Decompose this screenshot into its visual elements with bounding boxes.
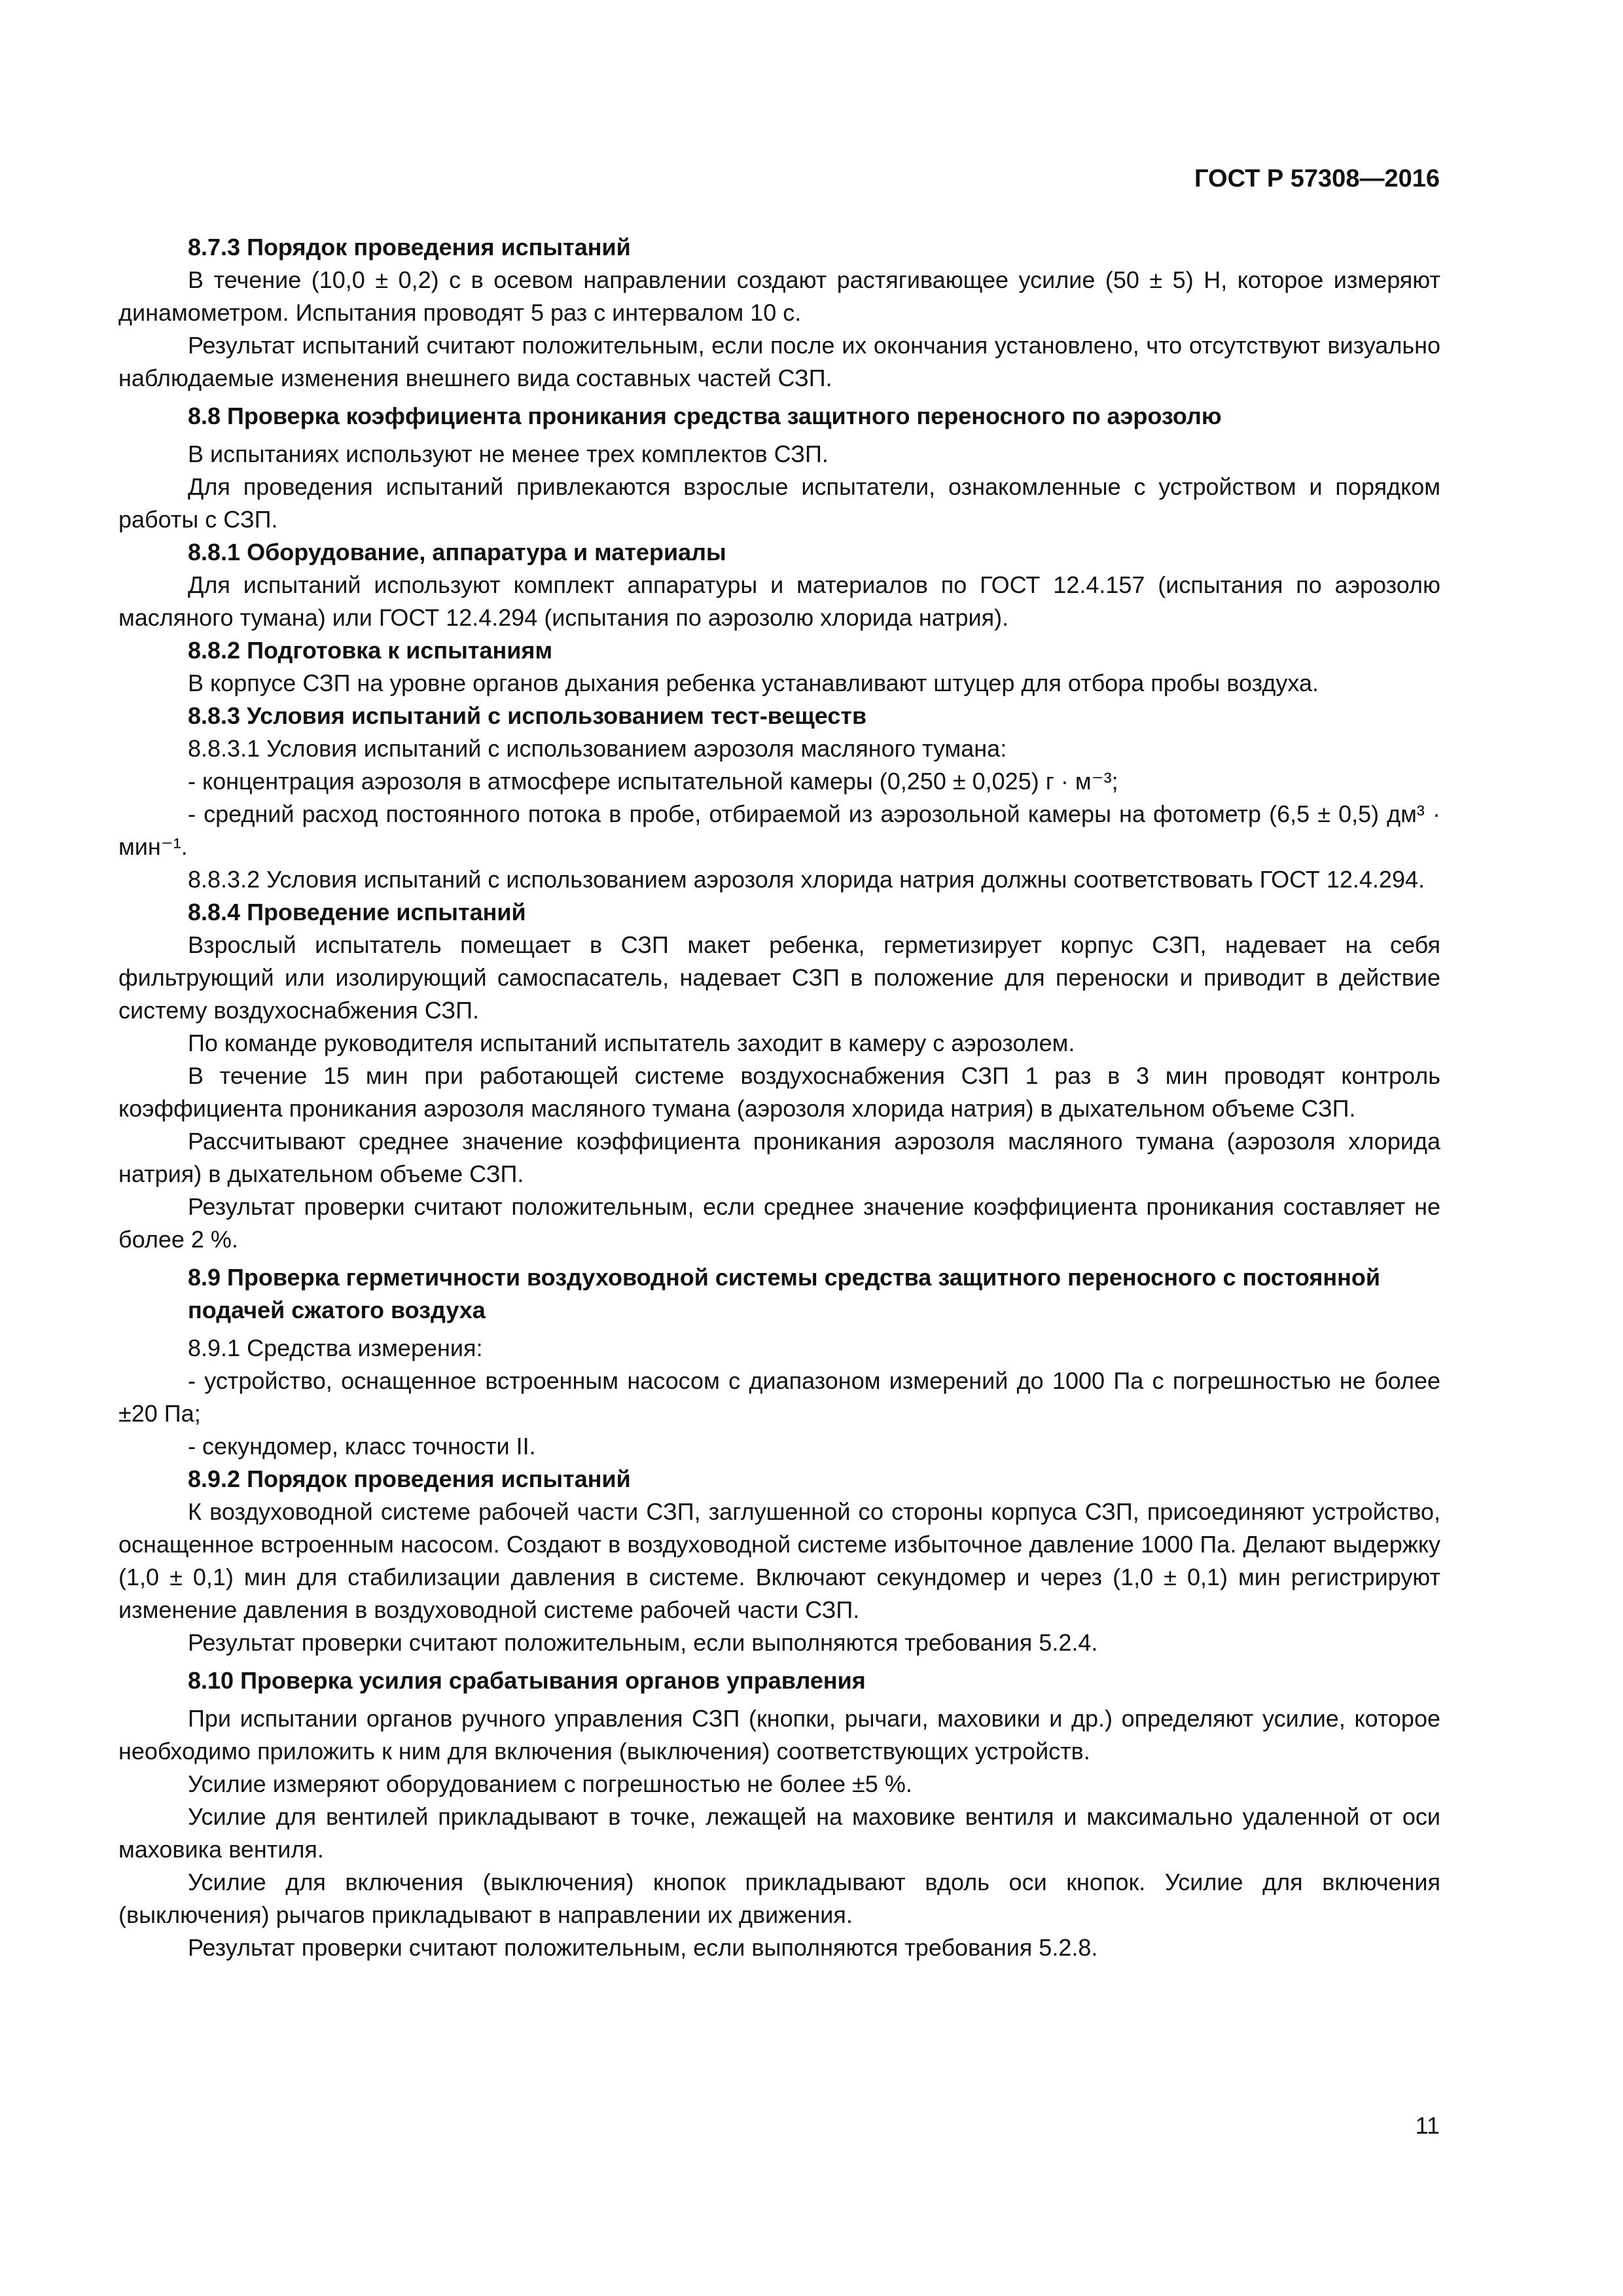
paragraph: Усилие измеряют оборудованием с погрешностью не более ±5 %. bbox=[188, 1770, 912, 1797]
paragraph: При испытании органов ручного управления СЗП (кнопки, рычаги, маховики и др.) определяют усилие, которое необходимо приложить к ним для включения (выключения) соответствующих устройств. bbox=[118, 1705, 1440, 1765]
paragraph: Взрослый испытатель помещает в СЗП макет ребенка, герметизирует корпус СЗП, надевает на себя фильтрующий или изолирующий самоспасатель, надевает СЗП в положение для переноски и приводит в действие систему воздухоснабжения СЗП. bbox=[118, 931, 1440, 1024]
paragraph: Рассчитывают среднее значение коэффициента проникания аэрозоля масляного тумана (аэрозоля хлорида натрия) в дыхательном объеме СЗП. bbox=[118, 1128, 1440, 1187]
paragraph: 8.8.3.2 Условия испытаний с использованием аэрозоля хлорида натрия должны соответствовать ГОСТ 12.4.294. bbox=[188, 866, 1425, 893]
paragraph: Усилие для вентилей прикладывают в точке, лежащей на маховике вентиля и максимально удаленной от оси маховика вентиля. bbox=[118, 1803, 1440, 1863]
paragraph: Результат проверки считают положительным, если выполняются требования 5.2.4. bbox=[188, 1629, 1098, 1656]
paragraph: Усилие для включения (выключения) кнопок прикладывают вдоль оси кнопок. Усилие для включения (выключения) рычагов прикладывают в направлении их движения. bbox=[118, 1869, 1440, 1928]
paragraph: По команде руководителя испытаний испытатель заходит в камеру с аэрозолем. bbox=[188, 1030, 1075, 1056]
subsection-heading: 8.8.1 Оборудование, аппаратура и материалы bbox=[188, 539, 726, 565]
document-header: ГОСТ Р 57308—2016 bbox=[1194, 165, 1440, 192]
paragraph: Результат проверки считают положительным, если среднее значение коэффициента проникания составляет не более 2 %. bbox=[118, 1193, 1440, 1253]
paragraph: В испытаниях используют не менее трех комплектов СЗП. bbox=[188, 440, 829, 467]
paragraph: К воздуховодной системе рабочей части СЗП, заглушенной со стороны корпуса СЗП, присоединяют устройство, оснащенное встроенным насосом. Создают в воздуховодной системе избыточное давление 1000 Па. Делают выдержку (1,0 ± 0,1) мин для стабилизации давления в системе. Включают секундомер и через (1,0 ± 0,1) мин регистрируют изменение давления в воздуховодной системе рабочей части СЗП. bbox=[118, 1498, 1440, 1623]
paragraph: В течение 15 мин при работающей системе воздухоснабжения СЗП 1 раз в 3 мин проводят контроль коэффициента проникания аэрозоля масляного тумана (аэрозоля хлорида натрия) в дыхательном объеме СЗП. bbox=[118, 1062, 1440, 1122]
subsection-heading: 8.8.4 Проведение испытаний bbox=[188, 899, 526, 925]
section-heading: 8.9 Проверка герметичности воздуховодной системы средства защитного переносного с постоянной подачей сжатого воздуха bbox=[188, 1264, 1381, 1323]
paragraph: 8.9.1 Средства измерения: bbox=[188, 1335, 483, 1361]
subsection-heading: 8.8.2 Подготовка к испытаниям bbox=[188, 637, 553, 664]
document-body bbox=[118, 231, 1440, 1964]
paragraph: Результат проверки считают положительным, если выполняются требования 5.2.8. bbox=[188, 1934, 1098, 1961]
paragraph: - средний расход постоянного потока в пробе, отбираемой из аэрозольной камеры на фотометр (6,5 ± 0,5) дм³ · мин⁻¹. bbox=[118, 800, 1440, 860]
section-heading: 8.10 Проверка усилия срабатывания органов управления bbox=[188, 1667, 866, 1694]
paragraph: В корпусе СЗП на уровне органов дыхания ребенка устанавливают штуцер для отбора пробы воздуха. bbox=[188, 670, 1319, 696]
paragraph: В течение (10,0 ± 0,2) с в осевом направлении создают растягивающее усилие (50 ± 5) Н, которое измеряют динамометром. Испытания проводят 5 раз с интервалом 10 с. bbox=[118, 266, 1440, 326]
page-number: 11 bbox=[1415, 2112, 1440, 2139]
paragraph: Для испытаний используют комплект аппаратуры и материалов по ГОСТ 12.4.157 (испытания по аэрозолю масляного тумана) или ГОСТ 12.4.294 (испытания по аэрозолю хлорида натрия). bbox=[118, 571, 1440, 631]
section-heading: 8.8 Проверка коэффициента проникания средства защитного переносного по аэрозолю bbox=[188, 403, 1222, 429]
paragraph: - устройство, оснащенное встроенным насосом с диапазоном измерений до 1000 Па с погрешностью не более ±20 Па; bbox=[118, 1367, 1440, 1427]
subsection-heading: 8.8.3 Условия испытаний с использованием тест-веществ bbox=[188, 702, 867, 729]
paragraph: - секундомер, класс точности II. bbox=[188, 1433, 536, 1460]
paragraph: - концентрация аэрозоля в атмосфере испытательной камеры (0,250 ± 0,025) г · м⁻³; bbox=[188, 768, 1118, 795]
subsection-heading: 8.7.3 Порядок проведения испытаний bbox=[188, 234, 631, 260]
subsection-heading: 8.9.2 Порядок проведения испытаний bbox=[188, 1465, 631, 1492]
paragraph: Результат испытаний считают положительным, если после их окончания установлено, что отсутствуют визуально наблюдаемые изменения внешнего вида составных частей СЗП. bbox=[118, 332, 1440, 391]
paragraph: Для проведения испытаний привлекаются взрослые испытатели, ознакомленные с устройством и порядком работы с СЗП. bbox=[118, 473, 1440, 533]
paragraph: 8.8.3.1 Условия испытаний с использованием аэрозоля масляного тумана: bbox=[188, 735, 1007, 762]
